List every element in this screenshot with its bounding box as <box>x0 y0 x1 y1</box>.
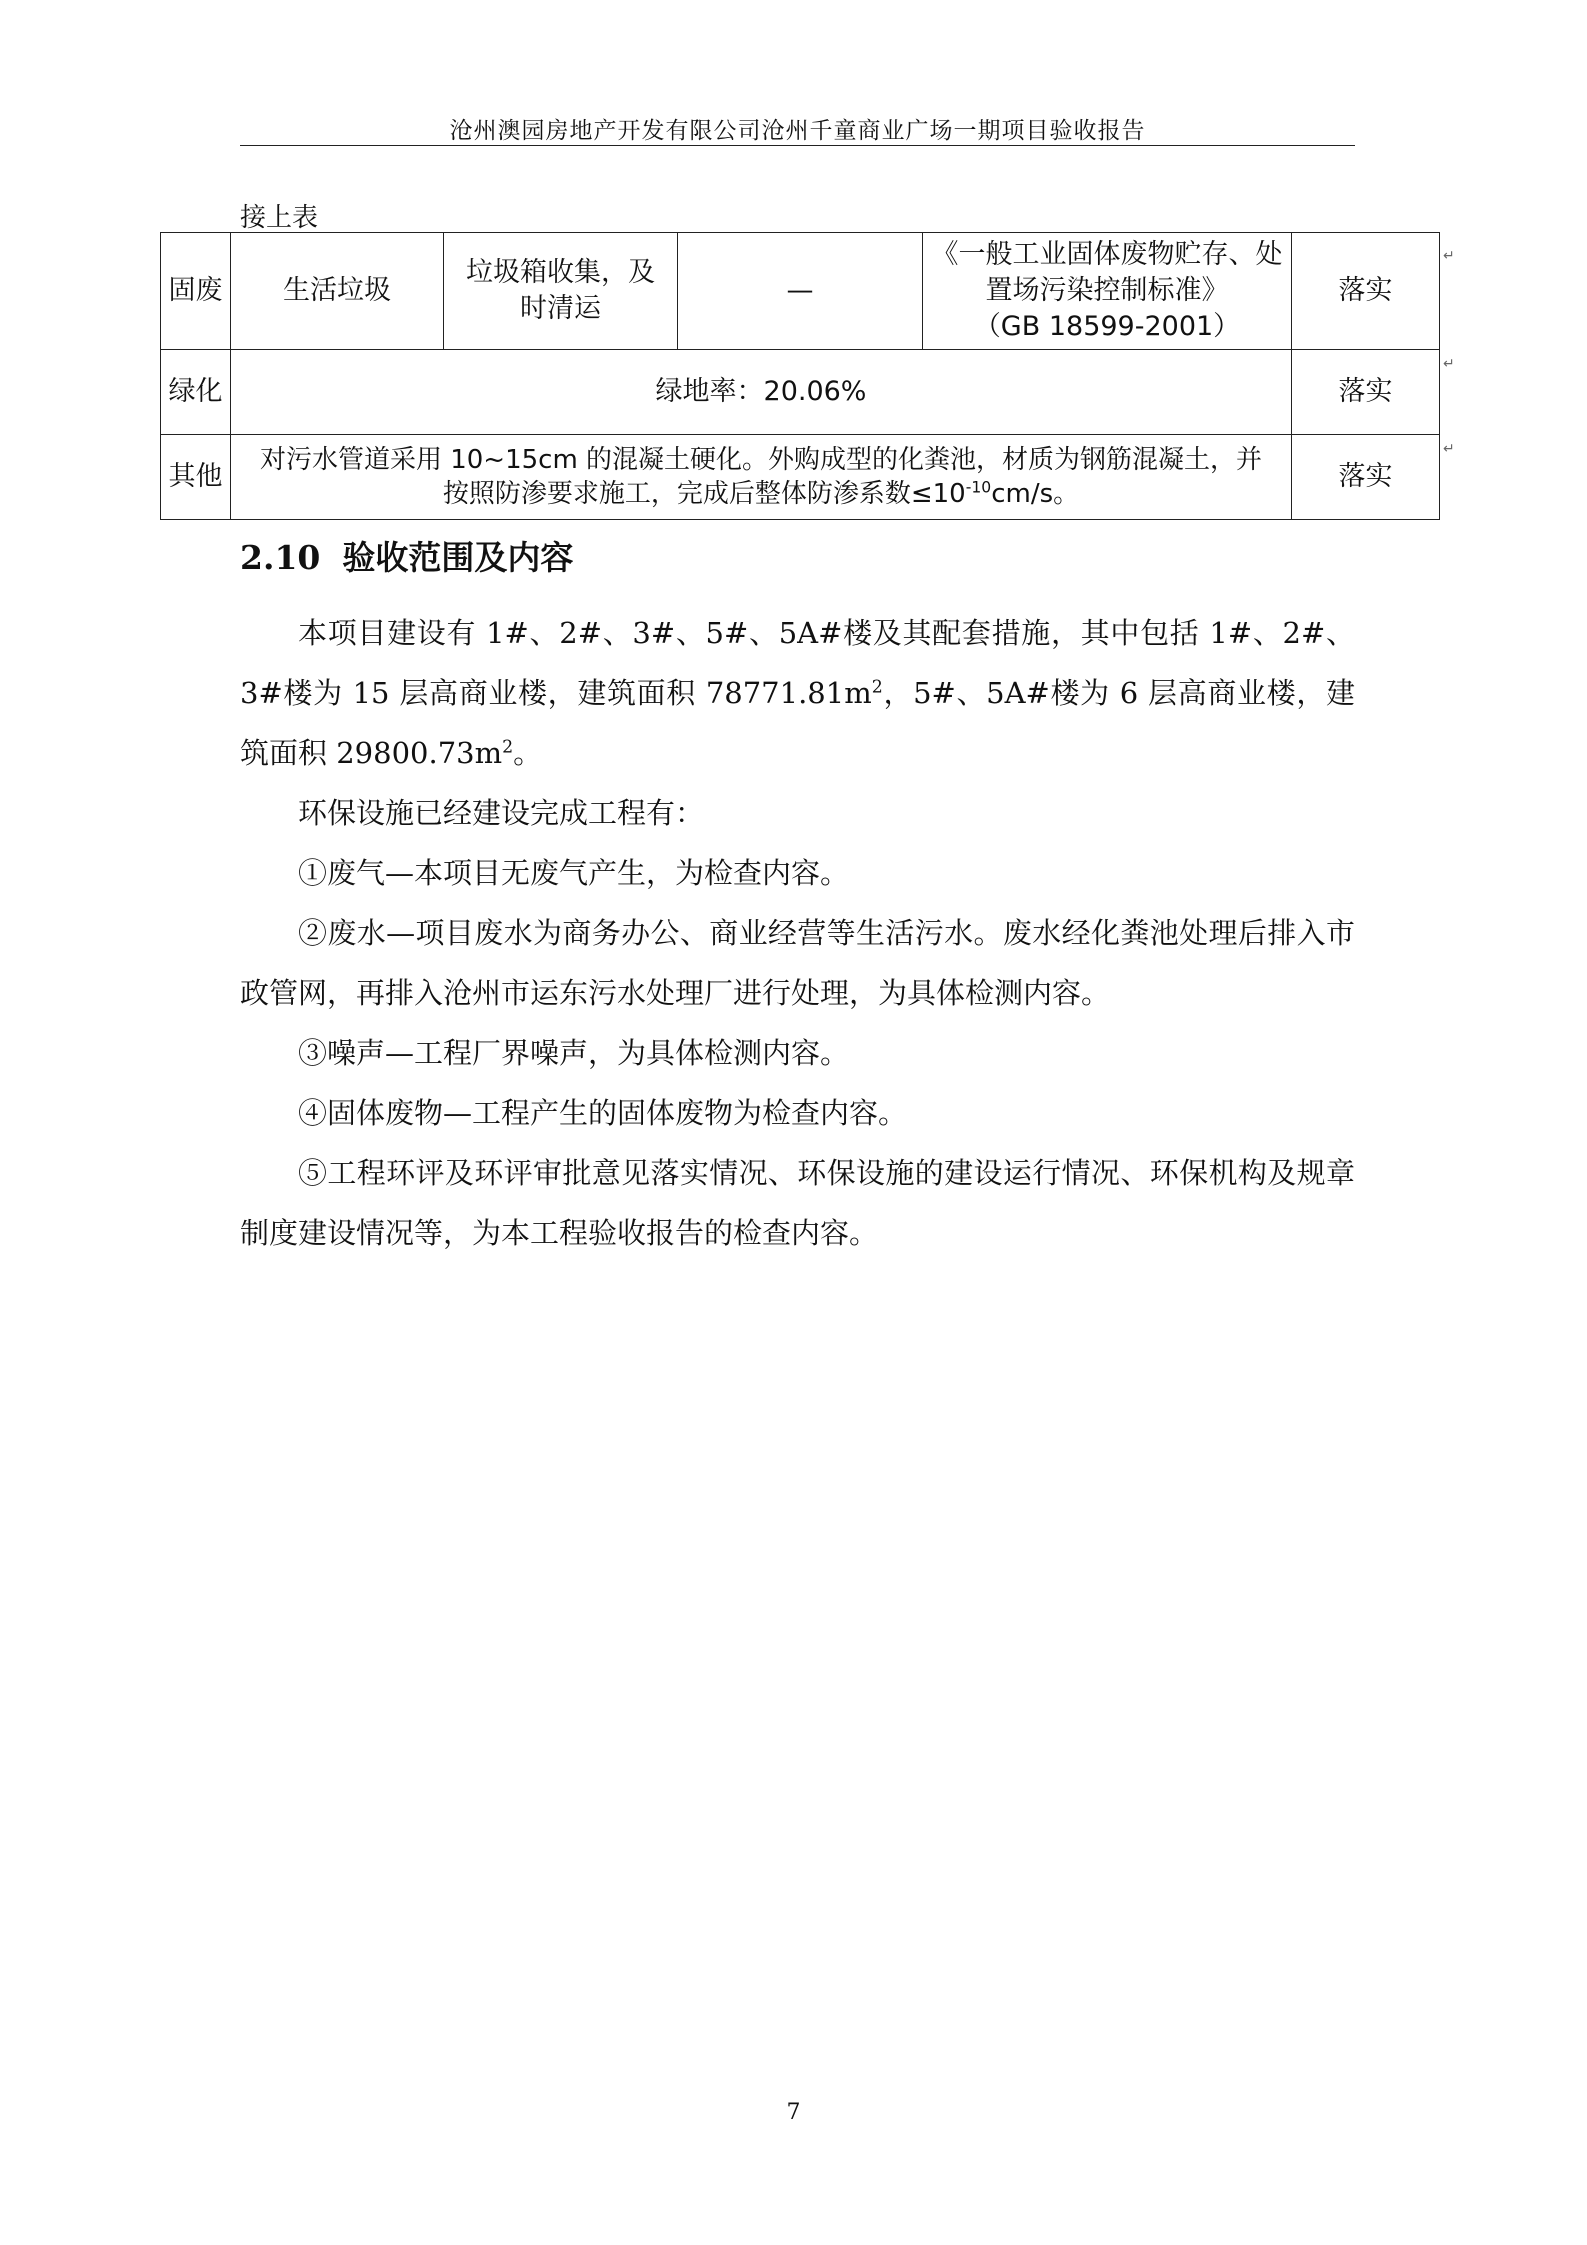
row-status: 落实 <box>1292 435 1440 520</box>
paragraph: 环保设施已经建设完成工程有： <box>298 796 705 830</box>
row-content: 绿地率：20.06% <box>231 350 1292 435</box>
row-standard <box>923 233 1292 350</box>
row-measure: 垃圾箱收集，及时清运 <box>444 233 678 350</box>
page-number: 7 <box>786 2100 801 2125</box>
row-category: 绿化 <box>161 350 231 435</box>
paragraph-mark-icon: ↵ <box>1443 356 1455 372</box>
standard-line: 置场污染控制标准》 <box>985 275 1229 306</box>
row-status: 落实 <box>1292 233 1440 350</box>
content-line: 按照防渗要求施工，完成后整体防渗系数$\le 10^{-10}cm/s$。 <box>442 478 1080 509</box>
body-text <box>240 603 1355 1263</box>
standard-line: （GB 18599-2001） <box>973 311 1241 342</box>
paragraph-mark-icon: ↵ <box>1443 441 1455 457</box>
row-content <box>231 435 1292 520</box>
section-heading <box>240 532 573 579</box>
row-category: 固废 <box>161 233 231 350</box>
paragraph: ④固体废物—工程产生的固体废物为检查内容。 <box>298 1096 908 1130</box>
table-row <box>161 350 1440 435</box>
row-status: 落实 <box>1292 350 1440 435</box>
table-row <box>161 435 1440 520</box>
section-title: 验收范围及内容 <box>342 538 574 577</box>
table-row <box>161 233 1440 350</box>
content-line: 对污水管道采用 10~15cm 的混凝土硬化。外购成型的化粪池，材质为钢筋混凝土，并 <box>259 445 1263 475</box>
paragraph: ①废气—本项目无废气产生，为检查内容。 <box>298 856 850 890</box>
page-header: 沧州澳园房地产开发有限公司沧州千童商业广场一期项目验收报告 <box>449 118 1146 144</box>
standard-line: 《一般工业固体废物贮存、处 <box>931 239 1283 270</box>
paragraph: 本项目建设有 1#、2#、3#、5#、5A#楼及其配套措施，其中包括 1#、2#、3#楼为 15 层高商业楼，建筑面积 $78771.81m^2$，5#、5A#楼为 6 层高商业楼，建筑面积 $29800.73m^2$。 <box>240 616 1355 770</box>
paragraph: ②废水—项目废水为商务办公、商业经营等生活污水。废水经化粪池处理后排入市政管网，再排入沧州市运东污水处理厂进行处理，为具体检测内容。 <box>240 916 1355 1010</box>
environmental-measures-table <box>160 232 1440 520</box>
paragraph-mark-icon: ↵ <box>1443 248 1455 264</box>
table-continued-caption: 接上表 <box>240 203 319 233</box>
row-item: 生活垃圾 <box>231 233 444 350</box>
paragraph: ⑤工程环评及环评审批意见落实情况、环保设施的建设运行情况、环保机构及规章制度建设情况等，为本工程验收报告的检查内容。 <box>240 1156 1355 1250</box>
paragraph: ③噪声—工程厂界噪声，为具体检测内容。 <box>298 1036 850 1070</box>
section-number: 2.10 <box>240 538 321 577</box>
row-category: 其他 <box>161 435 231 520</box>
header-rule <box>240 145 1355 146</box>
row-dash: — <box>678 233 923 350</box>
